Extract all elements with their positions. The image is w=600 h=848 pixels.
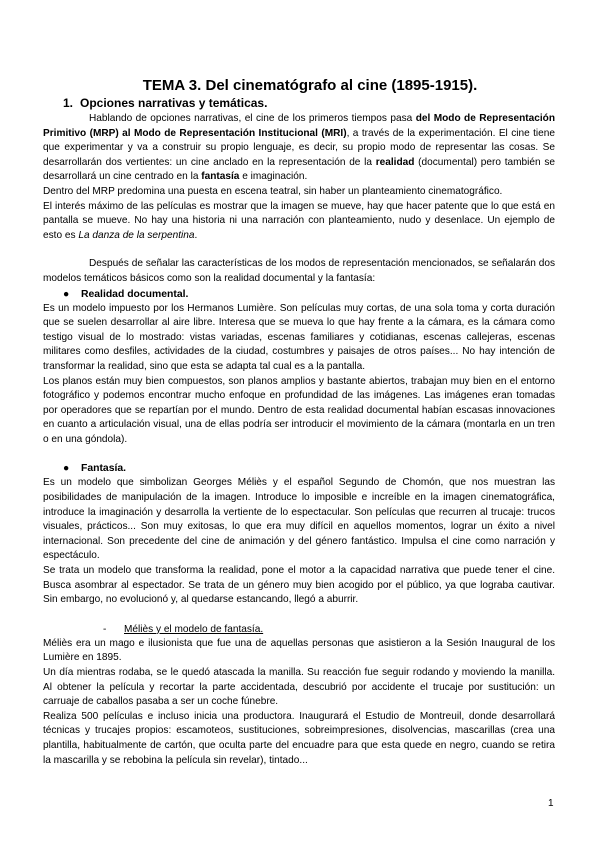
bold-text: del Modo de Representación Primitivo (MRP) al Modo de Representación Institucional (MRI) <box>43 113 555 139</box>
page-number: 1 <box>548 798 554 809</box>
subheading-text: Méliès y el modelo de fantasía. <box>124 623 264 635</box>
bullet-icon: ● <box>63 288 70 300</box>
bullet-heading: Fantasía. <box>81 463 127 475</box>
paragraph-lumiere: Es un modelo impuesto por los Hermanos Lumière. Son películas muy cortas, de una sola toma y corta duración que se suelen desarrollar al aire libre. Interesa que se mueva lo que hay frente a la cámara, es la cámara como testigo visual de lo mostrado: vistas variadas, escenas familiares y cotidianas, escenas callejeras, escenas militares como desfiles, actividades de la ciudad, costumbres y paisajes de otros países... No hay intención de transformar la realidad, sino que esta se adapta tal cual es a la pantalla. <box>43 302 555 372</box>
section-heading-text: Opciones narrativas y temáticas. <box>80 96 268 110</box>
paragraph-mago: Méliès era un mago e ilusionista que fue una de aquellas personas que asistieron a la Sesión Inaugural de los Lumière en 1895. <box>43 637 555 664</box>
bullet-fantasia <box>63 461 555 476</box>
paragraph-text: (documental) pero también se desarrollará un cine centrado en la <box>43 156 555 183</box>
paragraph-text: , a través de la experimentación. El cine tiene que experimentar y va a construir su propio lenguaje, es decir, su propio modo de representar las cosas. Se desarrollarán dos vertientes: un cine anclado en la representación de la <box>43 127 555 168</box>
spacer <box>43 447 555 461</box>
paragraph-transforma: Se trata un modelo que transforma la realidad, pone el motor a la capacidad narrativa que puede tener el cine. Busca asombrar al espectador. Se trata de un género muy bien acogido por el público, ya que lograba cautivar. Sin embargo, no evolucionó y, al quedarse estancando, llegó a aburrir. <box>43 565 555 606</box>
paragraph-planos: Los planos están muy bien compuestos, son planos amplios y bastante abiertos, trabajan muy bien en el entorno fotográfico y podemos encontrar mucho enfoque en profundidad de las imágenes. Las imágenes eran tomadas por operadores que se repartían por el mundo. Dentro de esta realidad documental habían escasas innovaciones en cuanto a articulación visual, una de ellas podría ser introducir el movimiento de la cámara (montarla en un tren o en una góndola). <box>43 375 555 445</box>
paragraph-melies-chomon: Es un modelo que simbolizan Georges Méliès y el español Segundo de Chomón, que nos muestran las posibilidades de manipulación de la imagen. Introduce lo imposible e increíble en la imagen cinematográfica, introduce la imaginación y desarrolla la vertiente de lo espectacular. Son películas que recurren al trucaje: trucos visuales, prácticos... Son muy exitosas, lo que era muy difícil en aquellos momentos, lograr un éxito a nivel internacional. Son precedente del cine de animación y del género fantástico. Impulsa el cine como narración y espectáculo. <box>43 477 555 562</box>
spacer <box>43 608 555 622</box>
paragraph-intro <box>43 112 555 185</box>
dash-icon: - <box>103 623 107 635</box>
spacer <box>43 243 555 257</box>
bullet-realidad <box>63 287 555 302</box>
paragraph-interes <box>43 200 555 244</box>
paragraph-text: . <box>194 229 198 241</box>
paragraph-peliculas: Realiza 500 películas e incluso inicia una productora. Inaugurará el Estudio de Montreuil, donde desarrollará técnicas y trucajes propios: escamoteos, sustituciones, sobreimpresiones, disolvencias, mascarillas (crea una plantilla, habitualmente de cartón, que oculta parte del encuadre para que esta quede en negro, cuando se retira la mascarilla y se rebobina la película sin revelar), tintado... <box>43 710 555 766</box>
paragraph-text: e imaginación. <box>239 171 308 183</box>
section-number: 1. <box>63 96 74 110</box>
subheading-melies <box>103 622 555 637</box>
italic-title: La danza de la serpentina <box>78 229 195 241</box>
bold-text: fantasía <box>201 171 240 183</box>
paragraph-mrp: Dentro del MRP predomina una puesta en escena teatral, sin haber un planteamiento cinematográfico. <box>43 185 503 197</box>
bullet-heading: Realidad documental. <box>81 288 189 300</box>
paragraph-modelos: Después de señalar las características de los modos de representación mencionados, se señalarán dos modelos temáticos básicos como son la realidad documental y la fantasía: <box>43 258 555 284</box>
paragraph-manilla: Un día mientras rodaba, se le quedó atascada la manilla. Su reacción fue seguir rodando y moviendo la manilla. Al obtener la película y recortar la parte accidentada, descubrió por accidente el trucaje por sustitución: un carruaje de caballos pasaba a ser un coche fúnebre. <box>43 667 555 708</box>
section-heading <box>63 95 555 112</box>
bold-text: realidad <box>375 156 415 168</box>
document-title: TEMA 3. Del cinematógrafo al cine (1895-1915). <box>142 77 478 94</box>
paragraph-text: El interés máximo de las películas es mostrar que la imagen se mueve, hay que hacer patente que lo que está en pantalla se mueve. No hay una historia ni una narración con planteamiento, nudo y desenlace. Un ejemplo de esto es <box>43 200 555 241</box>
paragraph-text: Hablando de opciones narrativas, el cine de los primeros tiempos pasa <box>89 113 416 124</box>
page-content <box>43 76 555 768</box>
bullet-icon: ● <box>63 463 70 475</box>
